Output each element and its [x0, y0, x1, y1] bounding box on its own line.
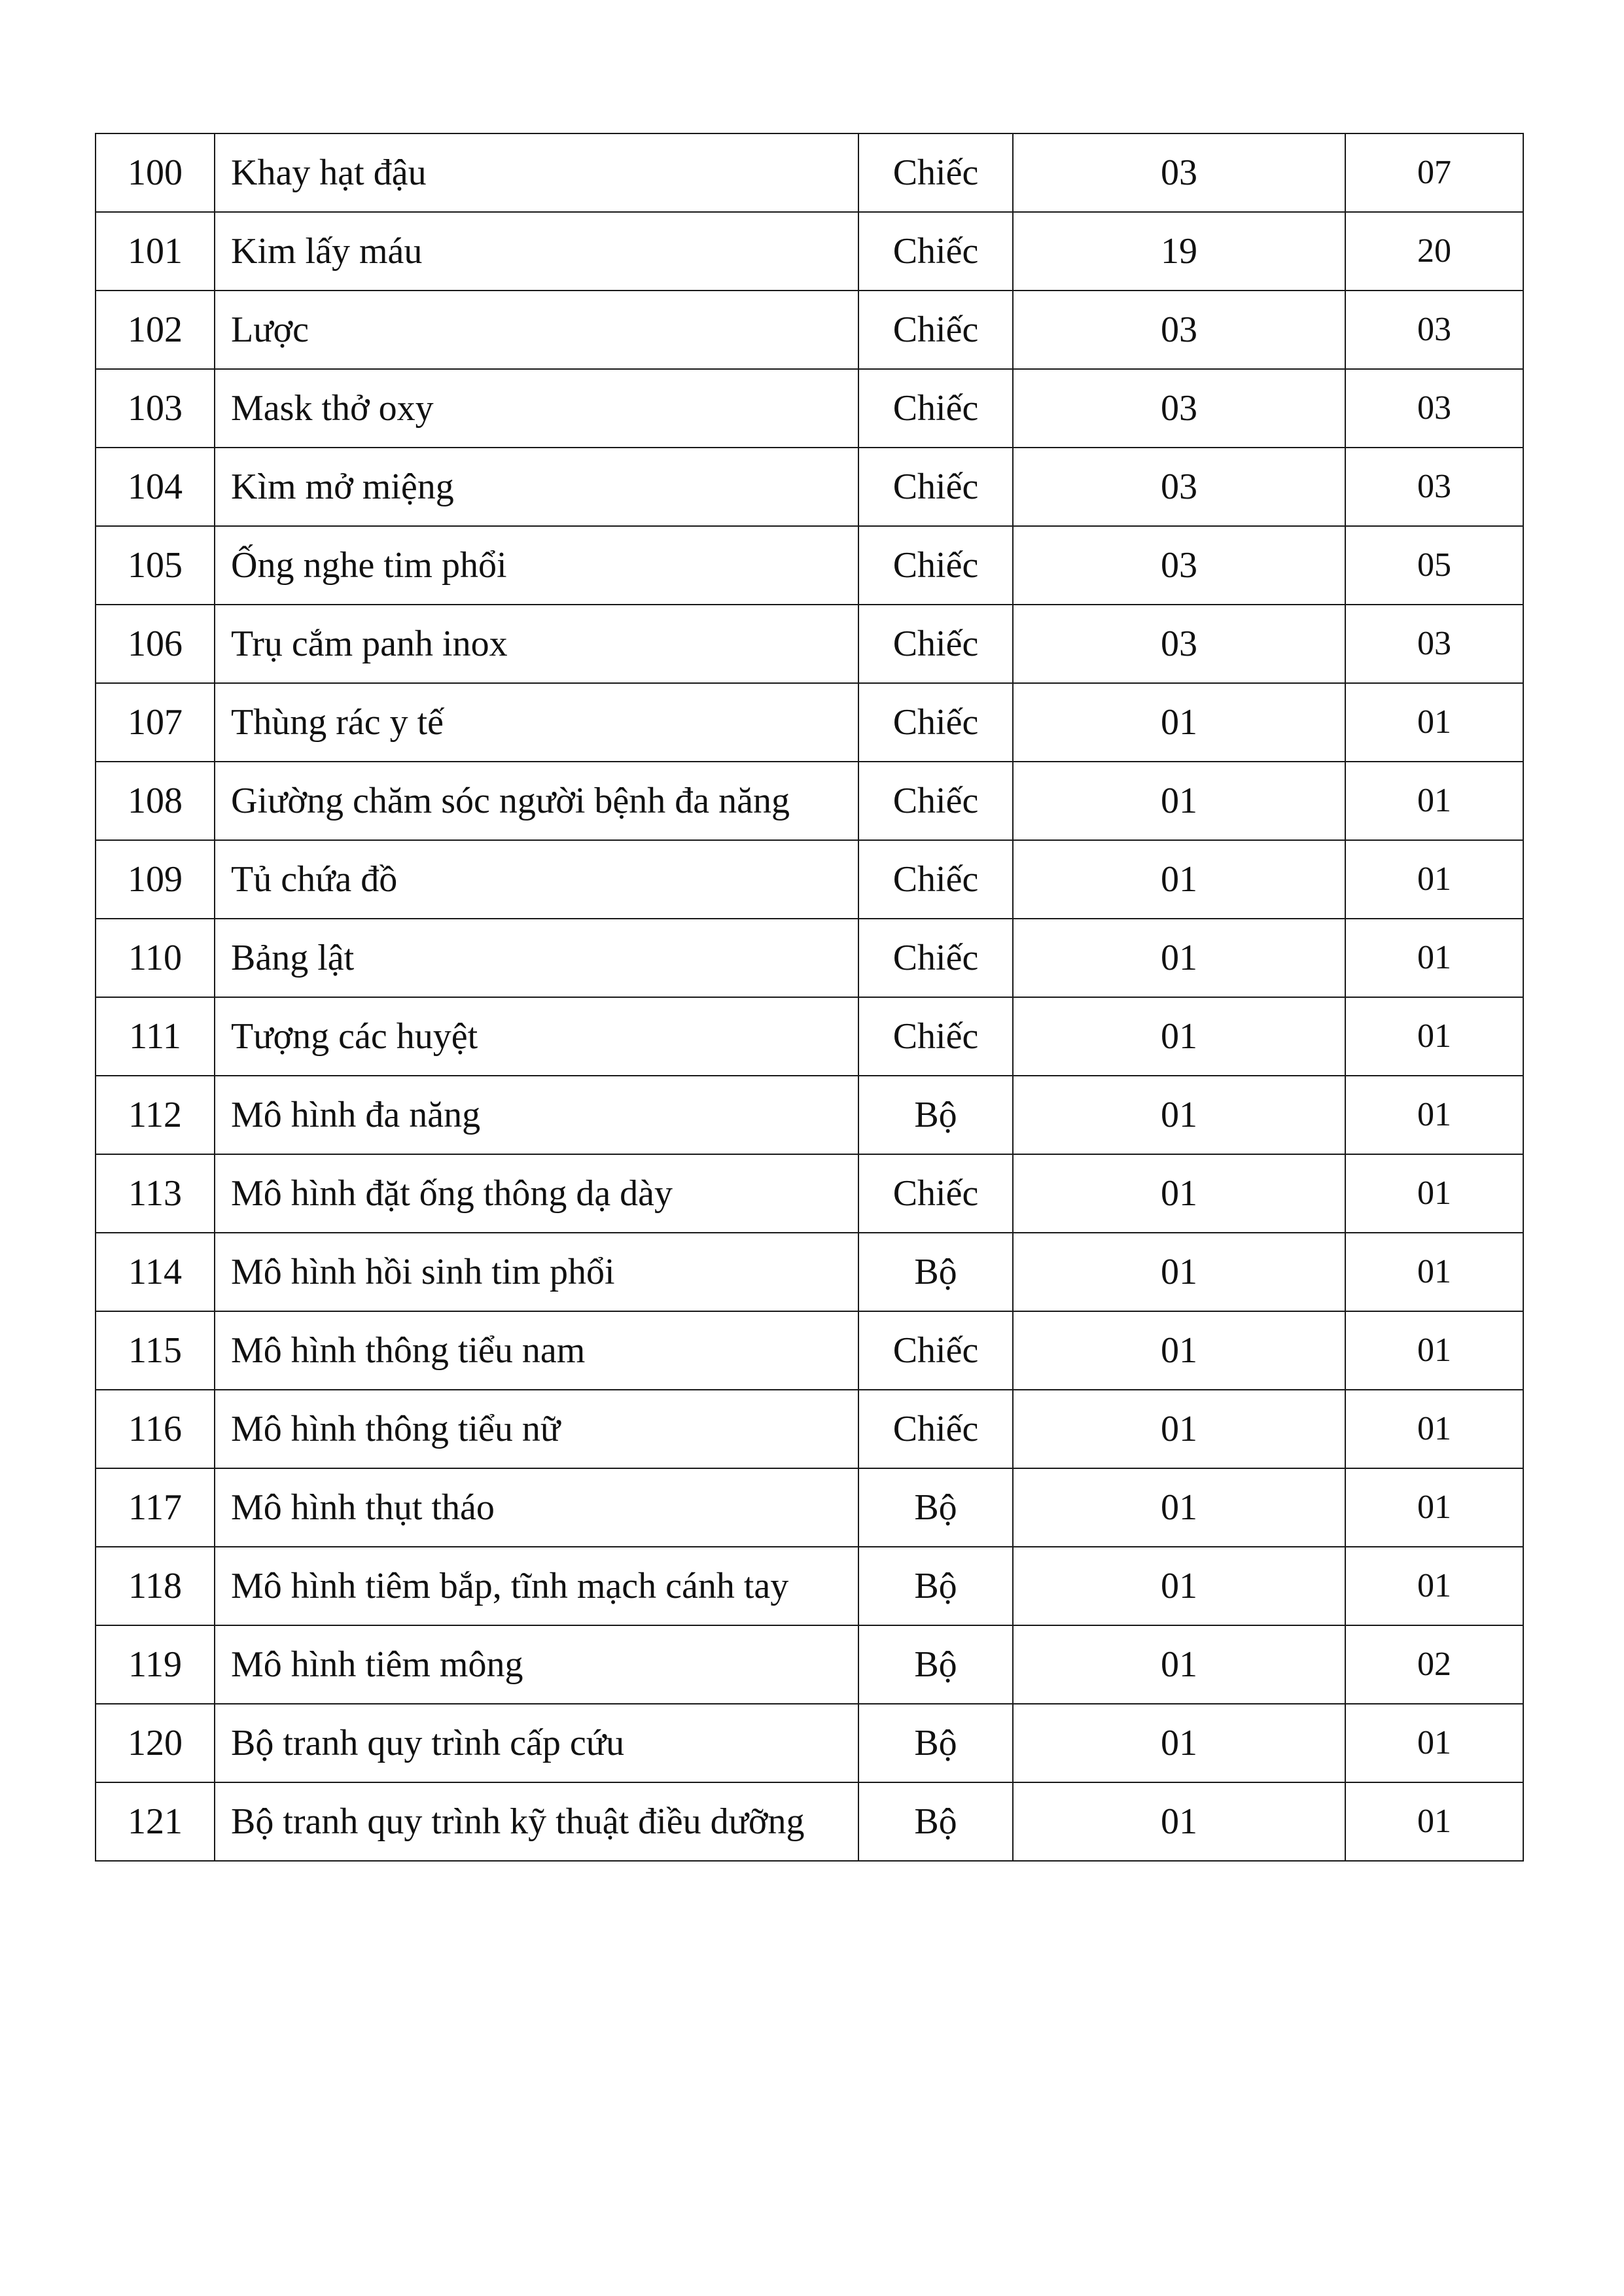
quantity-total-cell: 01	[1345, 997, 1523, 1076]
unit-cell: Chiếc	[858, 1154, 1013, 1233]
row-number-cell: 111	[96, 997, 215, 1076]
quantity-cell: 01	[1013, 997, 1345, 1076]
quantity-cell: 01	[1013, 1311, 1345, 1390]
unit-cell: Bộ	[858, 1782, 1013, 1861]
row-number-cell: 110	[96, 919, 215, 997]
unit-cell: Chiếc	[858, 212, 1013, 291]
table-row	[96, 1390, 1523, 1468]
unit-cell: Chiếc	[858, 840, 1013, 919]
quantity-total-cell: 20	[1345, 212, 1523, 291]
unit-cell: Chiếc	[858, 369, 1013, 448]
quantity-total-cell: 02	[1345, 1625, 1523, 1704]
item-name-cell: Ống nghe tim phổi	[215, 526, 858, 605]
row-number-cell: 114	[96, 1233, 215, 1311]
quantity-total-cell: 01	[1345, 1704, 1523, 1782]
table-row	[96, 1233, 1523, 1311]
row-number-cell: 120	[96, 1704, 215, 1782]
quantity-cell: 03	[1013, 448, 1345, 526]
table-row	[96, 1547, 1523, 1625]
table-row	[96, 448, 1523, 526]
item-name-cell: Mô hình đặt ống thông dạ dày	[215, 1154, 858, 1233]
row-number-cell: 106	[96, 605, 215, 683]
item-name-cell: Tủ chứa đồ	[215, 840, 858, 919]
item-name-cell: Tượng các huyệt	[215, 997, 858, 1076]
table-row	[96, 762, 1523, 840]
quantity-total-cell: 01	[1345, 1154, 1523, 1233]
quantity-cell: 01	[1013, 1625, 1345, 1704]
quantity-cell: 01	[1013, 1154, 1345, 1233]
quantity-cell: 03	[1013, 526, 1345, 605]
item-name-cell: Trụ cắm panh inox	[215, 605, 858, 683]
table-row	[96, 212, 1523, 291]
row-number-cell: 113	[96, 1154, 215, 1233]
quantity-total-cell: 01	[1345, 762, 1523, 840]
quantity-total-cell: 01	[1345, 840, 1523, 919]
item-name-cell: Mô hình thông tiểu nam	[215, 1311, 858, 1390]
item-name-cell: Bộ tranh quy trình cấp cứu	[215, 1704, 858, 1782]
item-name-cell: Mô hình tiêm bắp, tĩnh mạch cánh tay	[215, 1547, 858, 1625]
row-number-cell: 115	[96, 1311, 215, 1390]
row-number-cell: 103	[96, 369, 215, 448]
unit-cell: Chiếc	[858, 605, 1013, 683]
table-row	[96, 369, 1523, 448]
quantity-cell: 03	[1013, 291, 1345, 369]
table-row	[96, 1782, 1523, 1861]
row-number-cell: 121	[96, 1782, 215, 1861]
quantity-cell: 01	[1013, 919, 1345, 997]
quantity-total-cell: 03	[1345, 291, 1523, 369]
item-name-cell: Lược	[215, 291, 858, 369]
quantity-total-cell: 01	[1345, 683, 1523, 762]
item-name-cell: Kim lấy máu	[215, 212, 858, 291]
quantity-total-cell: 03	[1345, 369, 1523, 448]
table-row	[96, 919, 1523, 997]
unit-cell: Bộ	[858, 1076, 1013, 1154]
table-row	[96, 840, 1523, 919]
unit-cell: Chiếc	[858, 1390, 1013, 1468]
unit-cell: Bộ	[858, 1625, 1013, 1704]
item-name-cell: Bảng lật	[215, 919, 858, 997]
row-number-cell: 109	[96, 840, 215, 919]
table-row	[96, 997, 1523, 1076]
quantity-total-cell: 03	[1345, 605, 1523, 683]
unit-cell: Bộ	[858, 1704, 1013, 1782]
quantity-cell: 01	[1013, 1547, 1345, 1625]
row-number-cell: 108	[96, 762, 215, 840]
unit-cell: Chiếc	[858, 997, 1013, 1076]
quantity-total-cell: 01	[1345, 919, 1523, 997]
item-name-cell: Thùng rác y tế	[215, 683, 858, 762]
quantity-cell: 01	[1013, 1704, 1345, 1782]
table-row	[96, 1076, 1523, 1154]
quantity-cell: 01	[1013, 840, 1345, 919]
table-row	[96, 291, 1523, 369]
quantity-cell: 19	[1013, 212, 1345, 291]
quantity-total-cell: 01	[1345, 1076, 1523, 1154]
equipment-table	[95, 133, 1524, 1862]
item-name-cell: Mô hình tiêm mông	[215, 1625, 858, 1704]
unit-cell: Chiếc	[858, 1311, 1013, 1390]
unit-cell: Chiếc	[858, 526, 1013, 605]
quantity-total-cell: 01	[1345, 1468, 1523, 1547]
unit-cell: Chiếc	[858, 683, 1013, 762]
quantity-cell: 03	[1013, 369, 1345, 448]
table-row	[96, 605, 1523, 683]
quantity-cell: 03	[1013, 605, 1345, 683]
quantity-total-cell: 01	[1345, 1782, 1523, 1861]
quantity-cell: 01	[1013, 1782, 1345, 1861]
item-name-cell: Khay hạt đậu	[215, 133, 858, 212]
table-row	[96, 1704, 1523, 1782]
item-name-cell: Mask thở oxy	[215, 369, 858, 448]
row-number-cell: 105	[96, 526, 215, 605]
table-row	[96, 526, 1523, 605]
table-row	[96, 1625, 1523, 1704]
row-number-cell: 112	[96, 1076, 215, 1154]
quantity-cell: 01	[1013, 1468, 1345, 1547]
quantity-total-cell: 01	[1345, 1547, 1523, 1625]
quantity-cell: 01	[1013, 683, 1345, 762]
unit-cell: Bộ	[858, 1468, 1013, 1547]
item-name-cell: Mô hình thụt tháo	[215, 1468, 858, 1547]
quantity-total-cell: 03	[1345, 448, 1523, 526]
table-row	[96, 1154, 1523, 1233]
table-row	[96, 1468, 1523, 1547]
quantity-total-cell: 07	[1345, 133, 1523, 212]
unit-cell: Bộ	[858, 1233, 1013, 1311]
unit-cell: Chiếc	[858, 291, 1013, 369]
quantity-cell: 01	[1013, 1390, 1345, 1468]
row-number-cell: 119	[96, 1625, 215, 1704]
quantity-cell: 03	[1013, 133, 1345, 212]
row-number-cell: 107	[96, 683, 215, 762]
quantity-cell: 01	[1013, 1076, 1345, 1154]
row-number-cell: 100	[96, 133, 215, 212]
row-number-cell: 118	[96, 1547, 215, 1625]
item-name-cell: Giường chăm sóc người bệnh đa năng	[215, 762, 858, 840]
quantity-total-cell: 01	[1345, 1390, 1523, 1468]
table-row	[96, 133, 1523, 212]
table-row	[96, 1311, 1523, 1390]
row-number-cell: 101	[96, 212, 215, 291]
row-number-cell: 102	[96, 291, 215, 369]
table-body	[96, 133, 1523, 1861]
item-name-cell: Bộ tranh quy trình kỹ thuật điều dưỡng	[215, 1782, 858, 1861]
quantity-total-cell: 05	[1345, 526, 1523, 605]
unit-cell: Chiếc	[858, 762, 1013, 840]
quantity-total-cell: 01	[1345, 1311, 1523, 1390]
item-name-cell: Mô hình đa năng	[215, 1076, 858, 1154]
item-name-cell: Mô hình thông tiểu nữ	[215, 1390, 858, 1468]
table-row	[96, 683, 1523, 762]
unit-cell: Chiếc	[858, 133, 1013, 212]
item-name-cell: Mô hình hồi sinh tim phổi	[215, 1233, 858, 1311]
quantity-total-cell: 01	[1345, 1233, 1523, 1311]
unit-cell: Chiếc	[858, 448, 1013, 526]
quantity-cell: 01	[1013, 1233, 1345, 1311]
unit-cell: Bộ	[858, 1547, 1013, 1625]
quantity-cell: 01	[1013, 762, 1345, 840]
row-number-cell: 104	[96, 448, 215, 526]
row-number-cell: 117	[96, 1468, 215, 1547]
row-number-cell: 116	[96, 1390, 215, 1468]
unit-cell: Chiếc	[858, 919, 1013, 997]
item-name-cell: Kìm mở miệng	[215, 448, 858, 526]
